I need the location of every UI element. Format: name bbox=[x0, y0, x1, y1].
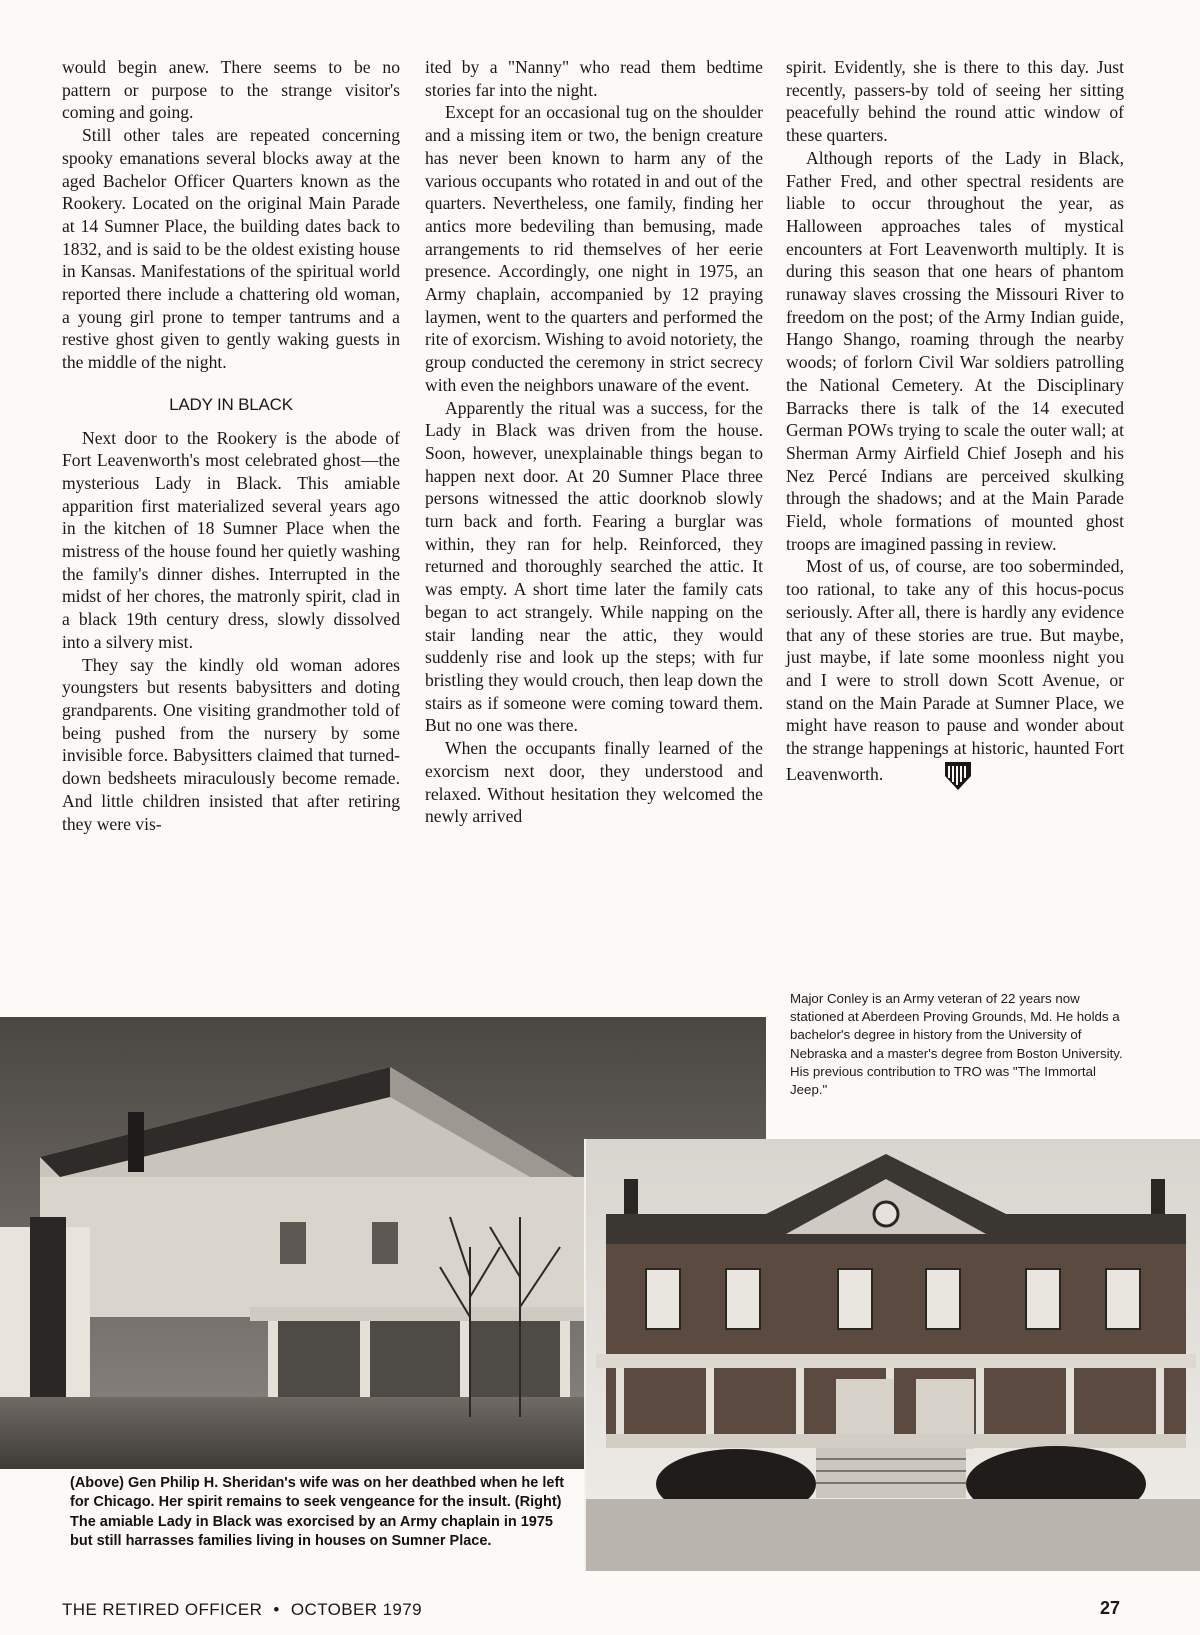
footer-separator: • bbox=[273, 1600, 280, 1619]
article-column-2 bbox=[425, 56, 763, 828]
article-column-3 bbox=[786, 56, 1124, 792]
article-column-1 bbox=[62, 56, 400, 835]
paragraph: Still other tales are repeated concerning spooky emanations several blocks away at the aged Bachelor Officer Quarters known as the Rookery. Located on the original Main Parade at 14 Sumner Place, the building dates back to 1832, and is said to be the oldest existing house in Kansas. Manifestations of the spiritual world reported there include a chattering old woman, a young girl prone to temper tantrums and a restive ghost given to gently waking guests in the middle of the night. bbox=[62, 125, 400, 373]
paragraph-text: Most of us, of course, are too soberminded, too rational, to take any of this hocus-pocus seriously. After all, there is hardly any evidence that any of these stories are true. But maybe, just maybe, if late some moonless night you and I were to stroll down Scott Avenue, or stand on the Main Parade at Sumner Place, we might have reason to pause and wonder about the strange happenings at historic, haunted Fort Leavenworth. bbox=[786, 556, 1124, 784]
section-subhead: LADY IN BLACK bbox=[169, 394, 293, 414]
photo-caption: (Above) Gen Philip H. Sheridan's wife was on her deathbed when he left for Chicago. Her spirit remains to seek vengeance for the insult. (Right) The amiable Lady in Black was exorcised by an Army chaplain in 1975 but still harrasses families living in houses on Sumner Place. bbox=[70, 1475, 565, 1550]
paragraph bbox=[786, 555, 1124, 791]
paragraph: ited by a "Nanny" who read them bedtime stories far into the night. bbox=[425, 57, 763, 100]
paragraph: Except for an occasional tug on the shoulder and a missing item or two, the benign creature has never been known to harm any of the various occupants who rotated in and out of the quarters. Nevertheless, one family, finding her antics more bedeviling than bemusing, made arrangements to rid themselves of her eerie presence. Accordingly, one night in 1975, an Army chaplain, accompanied by 12 praying laymen, went to the quarters and performed the rite of exorcism. Wishing to avoid notoriety, the group conducted the ceremony in strict secrecy with even the neighbors unaware of the event. bbox=[425, 102, 763, 395]
paragraph: They say the kindly old woman adores youngsters but resents babysitters and doting grandparents. One visiting grandmother told of being pushed from the nursery by some invisible force. Babysitters claimed that turned-down bedsheets miraculously become remade. And little children insisted that after retiring they were vis- bbox=[62, 654, 400, 834]
publication-name: THE RETIRED OFFICER bbox=[62, 1600, 263, 1619]
paragraph: When the occupants finally learned of the exorcism next door, they understood and relaxed. Without hesitation they welcomed the newly arrived bbox=[425, 738, 763, 827]
paragraph: would begin anew. There seems to be no pattern or purpose to the strange visitor's coming and going. bbox=[62, 57, 400, 123]
paragraph: Apparently the ritual was a success, for the Lady in Black was driven from the house. Soon, however, unexplainable things began to happen next door. At 20 Sumner Place three persons witnessed the attic doorknob slowly turn back and forth. Fearing a burglar was within, they ran for help. Reinforced, they returned and thoroughly searched the attic. It was empty. A short time later the family cats began to act strangely. While napping on the stair landing near the attic, they would suddenly rise and look up the steps; with fur bristling they would crouch, then leap down the stairs as if someone were coming toward them. But no one was there. bbox=[425, 397, 763, 736]
lady-in-black-house-photo bbox=[584, 1139, 1200, 1571]
paragraph: Although reports of the Lady in Black, Father Fred, and other spectral residents are liable to occur throughout the year, as Halloween approaches tales of mystical encounters at Fort Leavenworth multiply. It is during this season that one hears of phantom runaway slaves crossing the Missouri River to freedom on the post; of the Army Indian guide, Hango Shango, roaming through the nearby woods; of forlorn Civil War soldiers patrolling the National Cemetery. At the Disciplinary Barracks there is talk of the 14 executed German POWs trying to scale the outer wall; at Sherman Army Airfield Chief Joseph and his Nez Percé Indians are perceived skulking through the shadows; and at the Main Parade Field, whole formations of mounted ghost troops are imagined passing in review. bbox=[786, 147, 1124, 554]
paragraph: Next door to the Rookery is the abode of Fort Leavenworth's most celebrated ghost—the mysterious Lady in Black. This amiable apparition first materialized several years ago in the kitchen of 18 Sumner Place when the mistress of the house found her quietly washing the family's dinner dishes. Interrupted in the midst of her chores, the matronly spirit, clad in a black 19th century dress, slowly dissolved into a silvery mist. bbox=[62, 427, 400, 652]
issue-date: OCTOBER 1979 bbox=[290, 1600, 422, 1619]
page-number: 27 bbox=[1099, 1598, 1120, 1618]
page-footer bbox=[62, 1600, 422, 1620]
tro-end-mark-icon bbox=[943, 760, 973, 792]
author-bio: Major Conley is an Army veteran of 22 years now stationed at Aberdeen Proving Grounds, Md. He holds a bachelor's degree in history from the University of Nebraska and a master's degree from Boston University. His previous contribution to TRO was "The Immortal Jeep." bbox=[790, 991, 1123, 1098]
paragraph: spirit. Evidently, she is there to this day. Just recently, passers-by told of seeing her sitting peacefully behind the round attic window of these quarters. bbox=[786, 57, 1124, 146]
